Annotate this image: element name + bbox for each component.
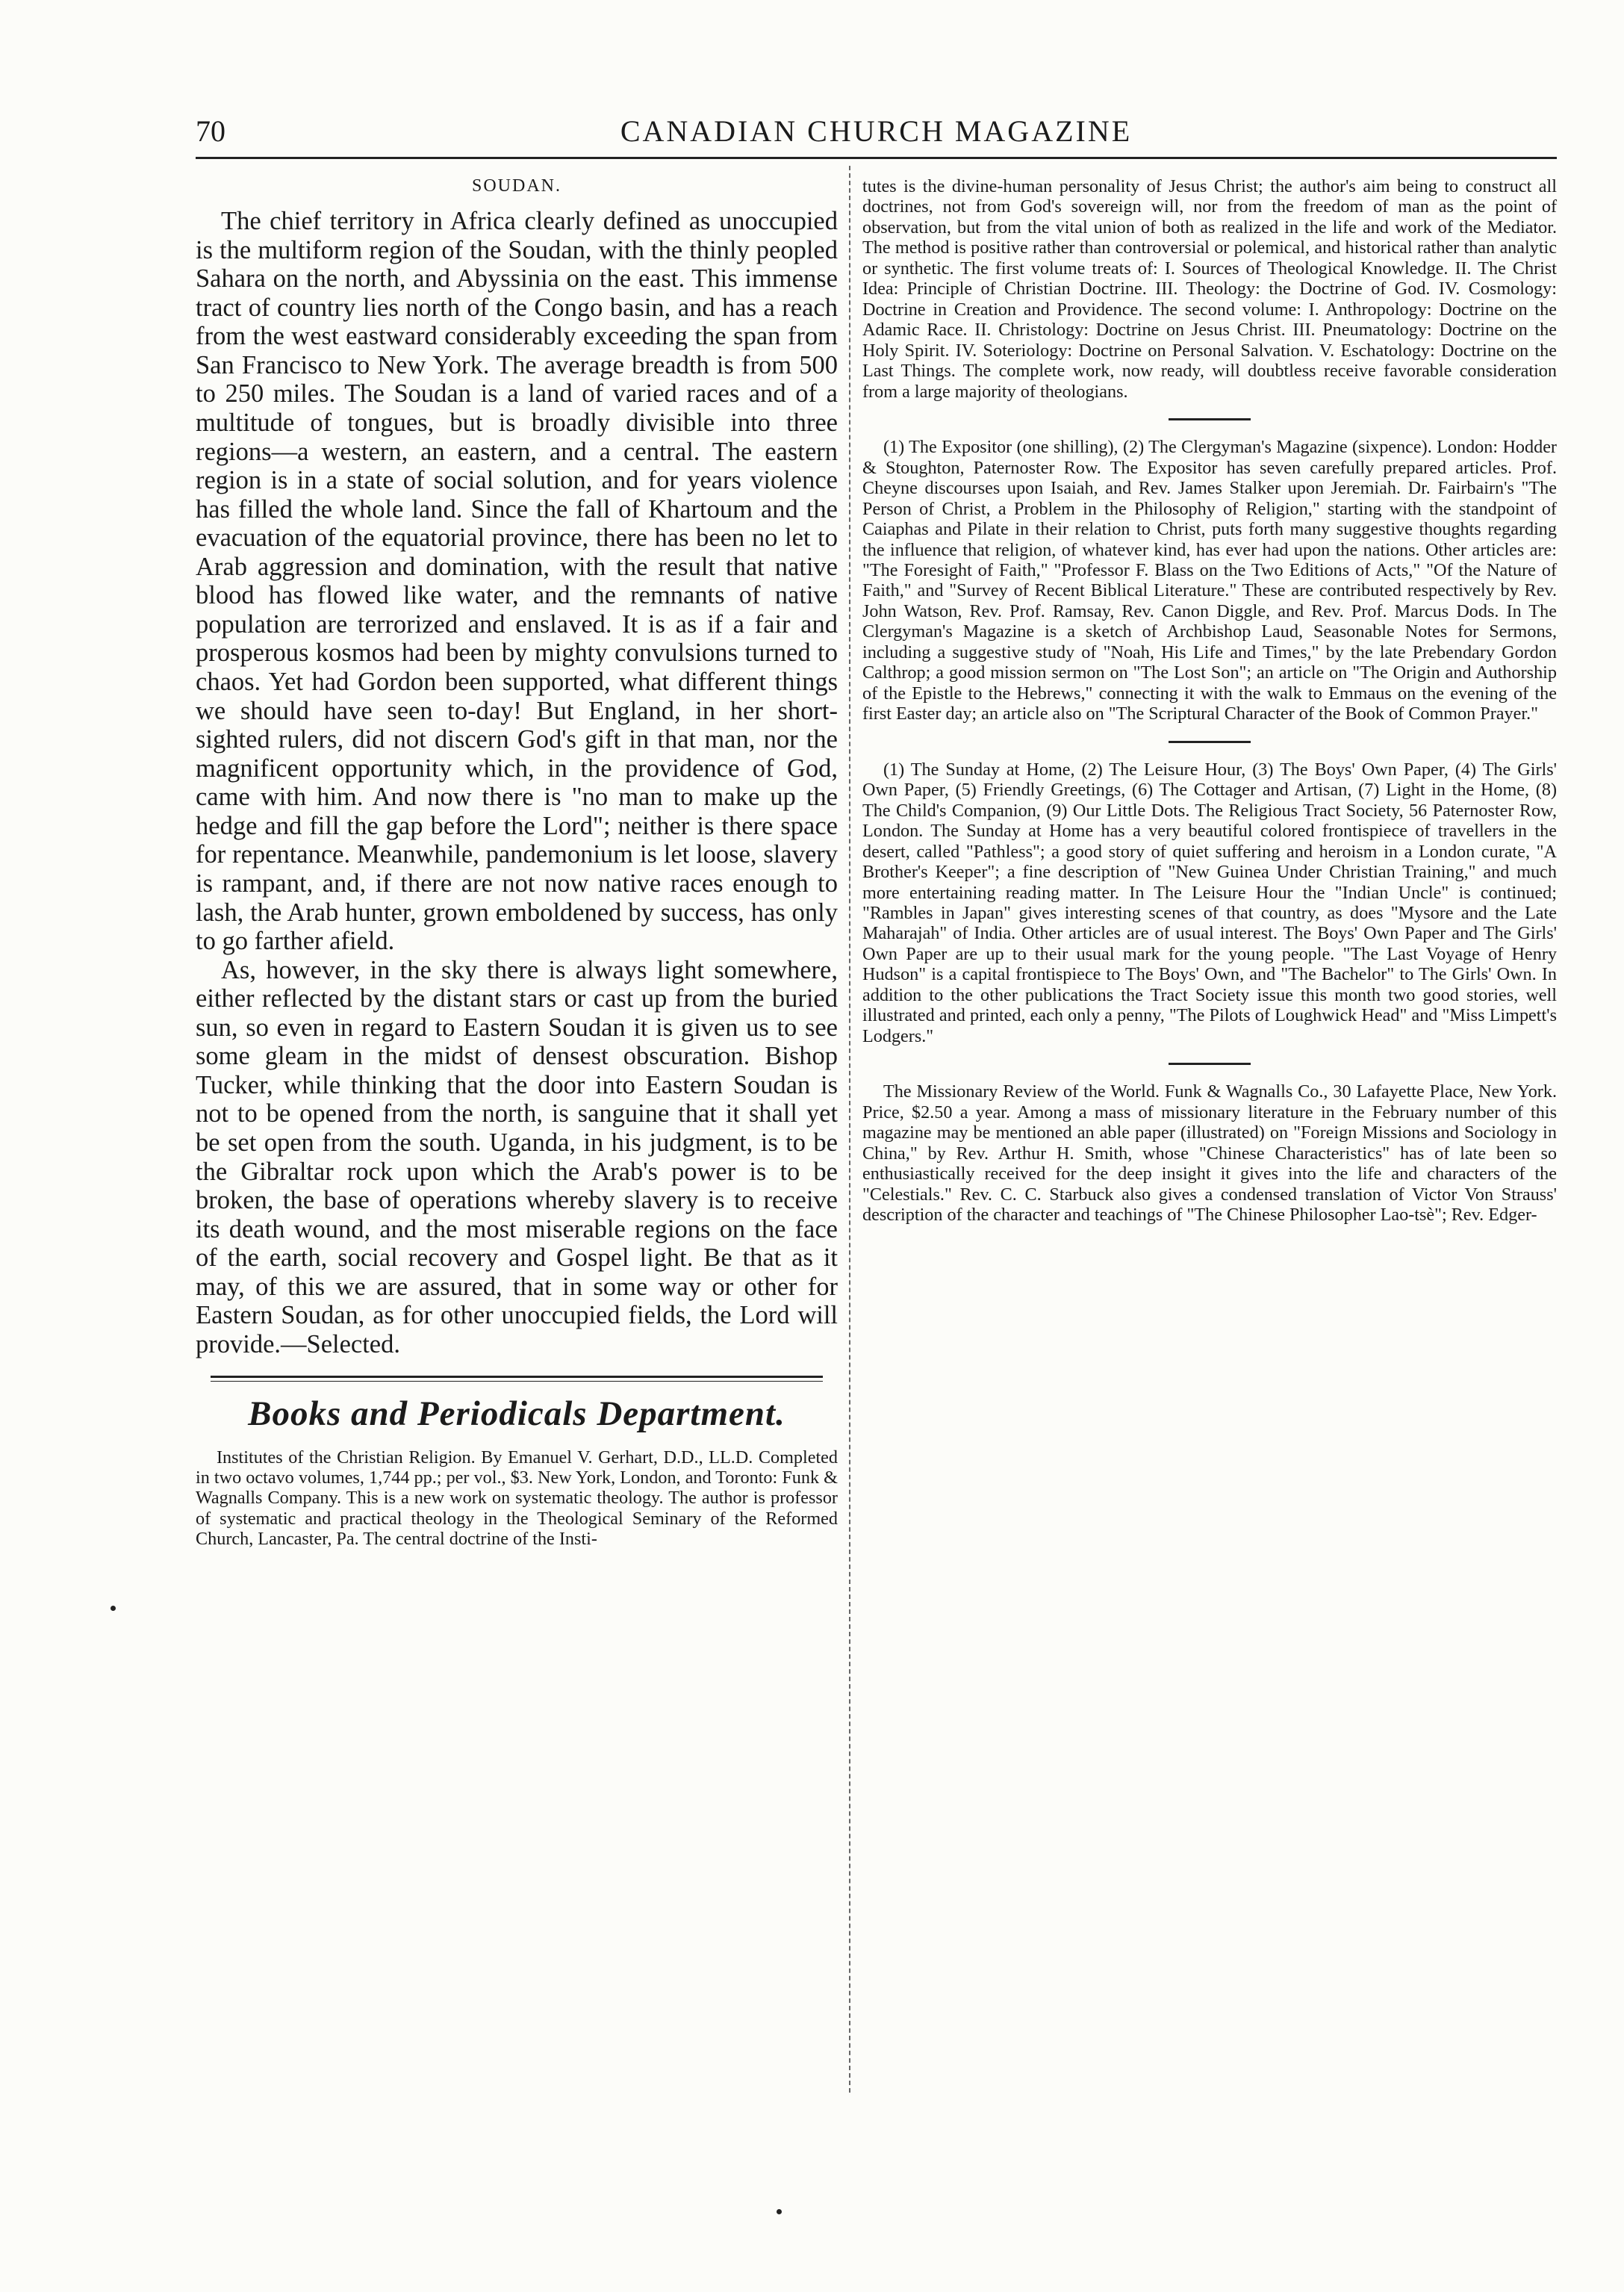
review-divider (1169, 418, 1251, 420)
article-paragraph-1: The chief territory in Africa clearly defined as unoccupied is the multiform region of the Soudan, with the thinly peopled Sahara on the north, and Abyssinia on the east. This immense tract of country lies north of the Congo basin, and has a reach from the west eastward considerably exceeding the span from San Francisco to New York. The average breadth is from 500 to 250 miles. The Soudan is a land of varied races and of a multitude of tongues, but is broadly divisible into three regions—a western, an eastern, and a central. The eastern region is in a state of social solution, and for years violence has filled the whole land. Since the fall of Khartoum and the evacuation of the equatorial province, there has been no let to Arab aggression and domination, with the result that native blood has flowed like water, and the remnants of native population are terrorized and enslaved. It is as if a fair and prosperous kosmos had been by mighty convulsions turned to chaos. Yet had Gordon been supported, what different things we should have seen to-day! But England, in her short-sighted rulers, did not discern God's gift in that man, nor the magnificent opportunity which, in the providence of God, came with him. And now there is "no man to make up the hedge and fill the gap before the Lord"; neither is there space for repentance. Meanwhile, pandemonium is let loose, slavery is rampant, and, if there are not now native races enough to lash, the Arab hunter, grown emboldened by success, has only to go farther afield. (196, 207, 838, 956)
review-institutes-continued: tutes is the divine-human personality of Jesus Christ; the author's aim being to construct all doctrines, not from God's sovereign will, nor from the freedom of man as the point of observation, but from the vital union of both as realized in the life and work of the Mediator. The method is positive rather than controversial or polemical, and historical rather than analytic or synthetic. The first volume treats of: I. Sources of Theological Knowledge. II. The Christ Idea: Principle of Christian Doctrine. III. Theology: the Doctrine of God. IV. Cosmology: Doctrine in Creation and Providence. The second volume: I. Anthropology: Doctrine on the Adamic Race. II. Christology: Doctrine on Jesus Christ. III. Pneumatology: Doctrine on the Holy Spirit. IV. Soteriology: Doctrine on Personal Salvation. V. Eschatology: Doctrine on the Last Things. The complete work, now ready, will doubtless receive favorable consideration from a large majority of theologians. (862, 176, 1557, 402)
left-column (196, 176, 838, 1550)
review-divider (1169, 1063, 1251, 1065)
review-tract-society: (1) The Sunday at Home, (2) The Leisure Hour, (3) The Boys' Own Paper, (4) The Girls' Own Paper, (5) Friendly Greetings, (6) The Cottager and Artisan, (7) Light in the Home, (8) The Child's Companion, (9) Our Little Dots. The Religious Tract Society, 56 Paternoster Row, London. The Sunday at Home has a very beautiful colored frontispiece of travellers in the desert, called "Pathless"; a good story of quiet suffering and heroism in a London curate, "A Brother's Keeper"; a fine description of "New Guinea Under Christian Training," and much more entertaining reading matter. In The Leisure Hour the "Indian Uncle" is continued; "Rambles in Japan" gives interesting scenes of that country, as does "Mysore and the Late Maharajah" of India. Other articles are of usual interest. The Boys' Own Paper and The Girls' Own Paper are up to their usual mark for the young people. "The Last Voyage of Henry Hudson" is a capital frontispiece to The Boys' Own, and "The Bachelor" to The Girls' Own. In addition to the other publications the Tract Society issue this month two good stories, well illustrated and printed, each only a penny, "The Pilots of Loughwick Head" and "Miss Limpett's Lodgers." (862, 759, 1557, 1046)
review-expositor: (1) The Expositor (one shilling), (2) The Clergyman's Magazine (sixpence). London: Hodder & Stoughton, Paternoster Row. The Expositor has seven carefully prepared articles. Prof. Cheyne discourses upon Isaiah, and Rev. James Stalker upon Jeremiah. Dr. Fairbairn's "The Person of Christ, a Problem in the Philosophy of Religion," starting with the standpoint of Caiaphas and Pilate in their relation to Christ, puts forth many suggestive thoughts regarding the influence that religion, of whatever kind, has ever had upon the nations. Other articles are: "The Foresight of Faith," "Professor F. Blass on the Two Editions of Acts," "Of the Nature of Faith," and "Survey of Recent Biblical Literature." These are contributed respectively by Rev. John Watson, Rev. Prof. Ramsay, Rev. Canon Diggle, and Rev. Prof. Marcus Dods. In The Clergyman's Magazine is a sketch of Archbishop Laud, Seasonable Notes for Sermons, including a suggestive study of "Noah, His Life and Times," by the late Prebendary Gordon Calthrop; a good mission sermon on "The Lost Son"; an article on "The Origin and Authorship of the Epistle to the Hebrews," connecting it with the walk to Emmaus on the evening of the first Easter day; an article also on "The Scriptural Character of the Book of Common Prayer." (862, 437, 1557, 724)
department-heading: Books and Periodicals Department. (248, 1394, 785, 1433)
column-divider (849, 166, 850, 2093)
review-missionary-review: The Missionary Review of the World. Funk & Wagnalls Co., 30 Lafayette Place, New York. Price, $2.50 a year. Among a mass of missionary literature in the February number of this magazine may be mentioned an able paper (illustrated) on "Foreign Missions and Sociology in China," by Rev. Arthur H. Smith, whose "Chinese Characteristics" has of late been so enthusiastically received for the deep insight it gives into the life and characters of the "Celestials." Rev. C. C. Starbuck also gives a condensed translation of Victor Von Strauss' description of the character and teachings of "The Chinese Philosopher Lao-tsè"; Rev. Edger- (862, 1081, 1557, 1226)
review-divider (1169, 741, 1251, 743)
page-header (196, 111, 1557, 159)
article-paragraph-2: As, however, in the sky there is always light somewhere, either reflected by the distant stars or cast up from the buried sun, so even in regard to Eastern Soudan it is given us to see some gleam in the midst of densest obscuration. Bishop Tucker, while thinking that the door into Eastern Soudan is not to be opened from the north, is sanguine that it shall yet be set open from the south. Uganda, in his judgment, is to be the Gibraltar rock upon which the Arab's power is to be broken, the base of operations whereby slavery is to receive its death wound, and the most miserable regions on the face of the earth, social recovery and Gospel light. Be that as it may, of this we are assured, that in some way or other for Eastern Soudan, as for other unoccupied fields, the Lord will provide.—Selected. (196, 955, 838, 1358)
running-title: CANADIAN CHURCH MAGAZINE (620, 114, 1133, 148)
section-divider (211, 1376, 823, 1382)
section-heading: SOUDAN. (471, 176, 561, 196)
page-number: 70 (196, 114, 225, 148)
print-speck (111, 1606, 116, 1611)
print-speck (777, 2209, 782, 2214)
right-column (862, 176, 1557, 1226)
review-institutes: Institutes of the Christian Religion. By Emanuel V. Gerhart, D.D., LL.D. Completed in two octavo volumes, 1,744 pp.; per vol., $3. New York, London, and Toronto: Funk & Wagnalls Company. This is a new work on systematic theology. The author is professor of systematic and practical theology in the Theological Seminary of the Reformed Church, Lancaster, Pa. The central doctrine of the Insti- (196, 1447, 838, 1550)
